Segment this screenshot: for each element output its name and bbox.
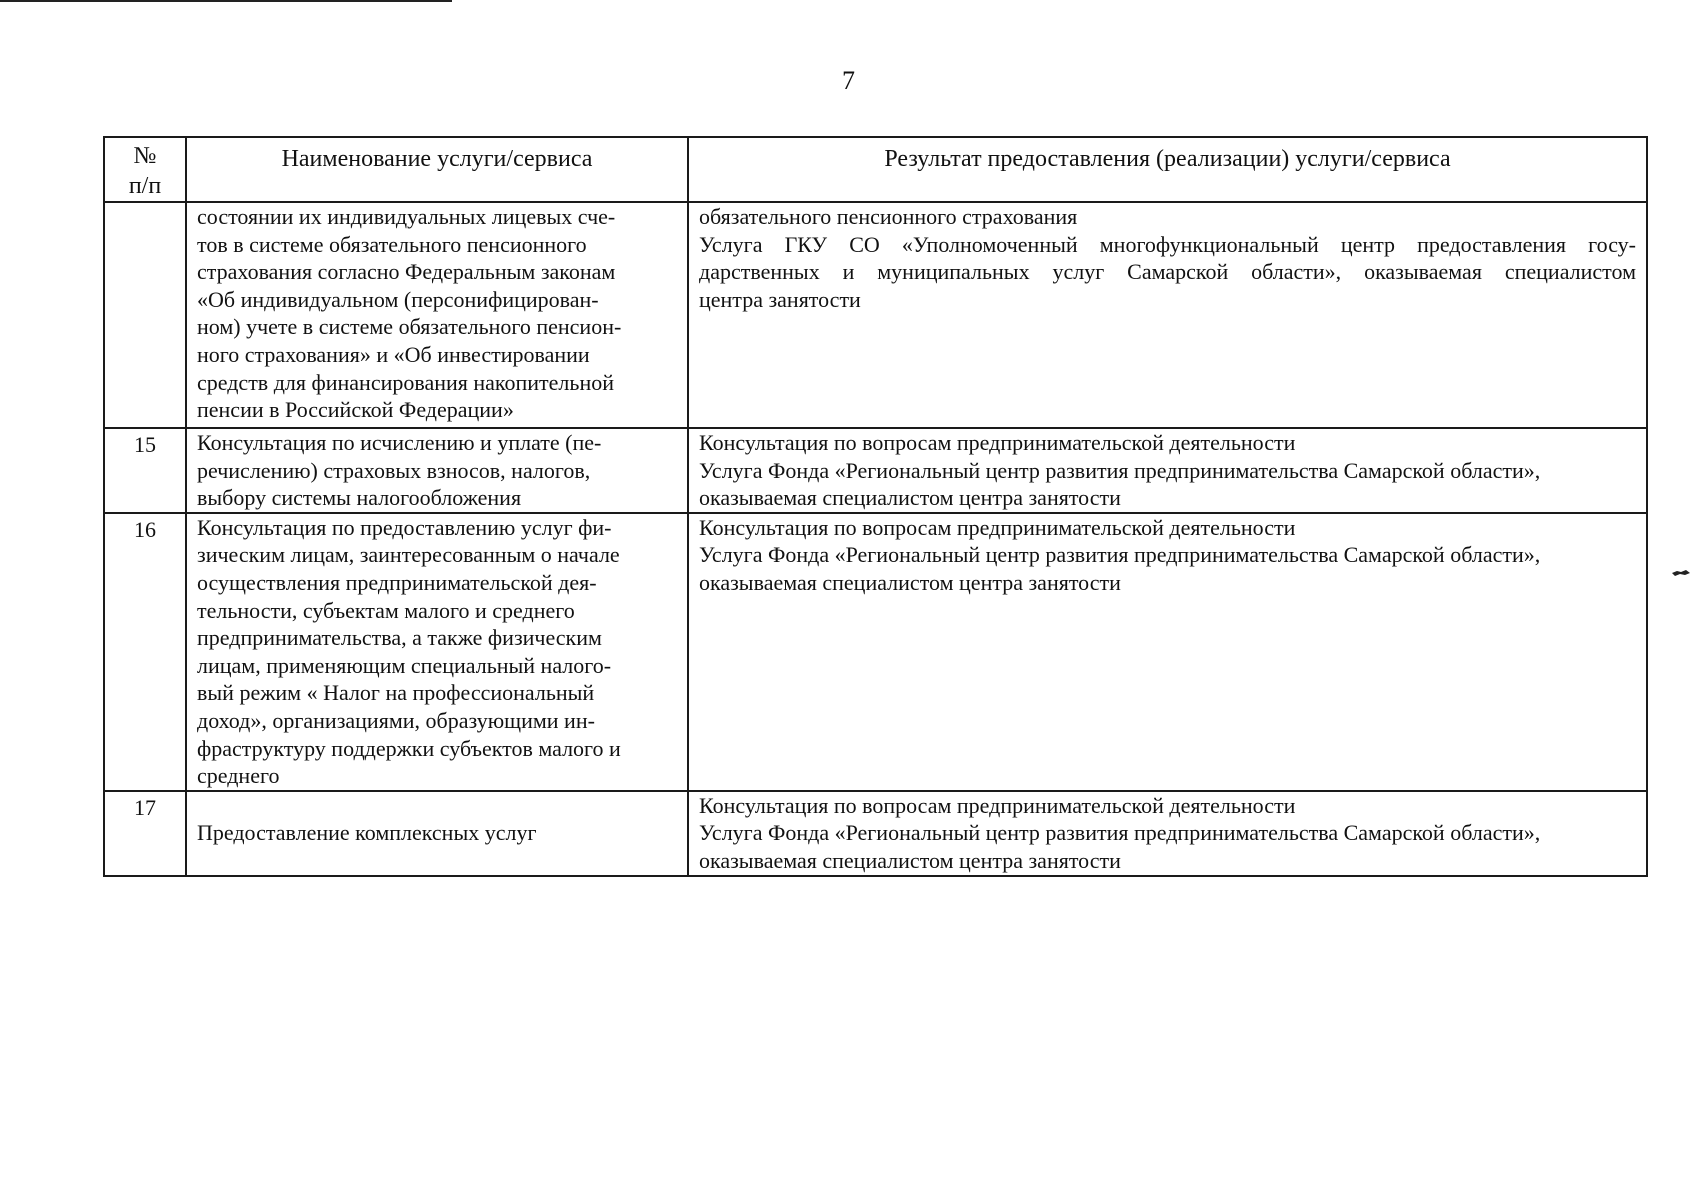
service-name-line: ном) учете в системе обязательного пенсион- bbox=[197, 314, 622, 340]
service-name-line: страхования согласно Федеральным законам bbox=[197, 259, 616, 285]
header-number bbox=[104, 137, 186, 202]
service-result-line: оказываемая специалистом центра занятости bbox=[699, 569, 1121, 595]
services-table bbox=[103, 136, 1648, 877]
service-name-line: тельности, субъектам малого и среднего bbox=[197, 597, 575, 623]
row-number: 15 bbox=[104, 428, 186, 513]
service-result-line: Консультация по вопросам предпринимательской деятельности bbox=[699, 430, 1296, 455]
service-result-cell bbox=[688, 513, 1647, 791]
header-number-line: № bbox=[133, 143, 157, 169]
service-result-line: Услуга Фонда «Региональный центр развития предпринимательства Самарской области», bbox=[699, 820, 1541, 846]
table-row bbox=[104, 791, 1647, 876]
service-result-cell bbox=[688, 791, 1647, 876]
header-number-line: п/п bbox=[128, 173, 162, 199]
service-result-line: Услуга ГКУ СО «Уполномоченный многофункциональный центр предоставления госу- bbox=[699, 231, 1636, 257]
service-result-cell bbox=[688, 202, 1647, 428]
service-name-line: пенсии в Российской Федерации» bbox=[197, 397, 514, 423]
service-name-line: речислению) страховых взносов, налогов, bbox=[197, 457, 591, 483]
service-name-line: доход», организациями, образующими ин- bbox=[197, 707, 595, 733]
table-header-row bbox=[104, 137, 1647, 202]
service-name-line: средств для финансирования накопительной bbox=[197, 369, 614, 395]
service-name-line: фраструктуру поддержки субъектов малого и bbox=[197, 735, 621, 761]
service-result-line: обязательного пенсионного страхования bbox=[699, 204, 1078, 229]
header-service-result: Результат предоставления (реализации) услуги/сервиса bbox=[688, 137, 1647, 202]
service-name-line: Консультация по исчислению и уплате (пе- bbox=[197, 430, 602, 455]
service-name-line: Консультация по предоставлению услуг фи- bbox=[197, 514, 612, 540]
service-name-line: «Об индивидуальном (персонифицирован- bbox=[197, 286, 599, 312]
scan-edge-line bbox=[0, 0, 452, 2]
service-result-line: Консультация по вопросам предпринимательской деятельности bbox=[699, 514, 1296, 540]
service-result-cell bbox=[688, 428, 1647, 513]
row-number: 16 bbox=[104, 513, 186, 791]
table-row bbox=[104, 513, 1647, 791]
service-result-line: Консультация по вопросам предпринимательской деятельности bbox=[699, 792, 1296, 818]
service-result-line: центра занятости bbox=[699, 286, 861, 312]
page-number: 7 bbox=[842, 66, 855, 95]
service-name-line: вый режим « Налог на профессиональный bbox=[197, 680, 595, 706]
service-name-cell bbox=[186, 428, 688, 513]
service-result-line: Услуга Фонда «Региональный центр развития предпринимательства Самарской области», bbox=[699, 542, 1541, 568]
table-row bbox=[104, 428, 1647, 513]
service-name-line: предпринимательства, а также физическим bbox=[197, 625, 602, 651]
service-name-cell bbox=[186, 791, 688, 876]
row-number: 17 bbox=[104, 791, 186, 876]
service-name-cell bbox=[186, 202, 688, 428]
service-result-line: Услуга Фонда «Региональный центр развития предпринимательства Самарской области», bbox=[699, 457, 1541, 483]
service-name-line: состоянии их индивидуальных лицевых сче- bbox=[197, 204, 616, 229]
row-number bbox=[104, 202, 186, 428]
service-result-line: оказываемая специалистом центра занятости bbox=[699, 847, 1121, 873]
service-name-line: выбору системы налогообложения bbox=[197, 485, 522, 511]
service-name-line: среднего bbox=[197, 763, 280, 789]
service-result-line: оказываемая специалистом центра занятости bbox=[699, 485, 1121, 511]
service-result-line: дарственных и муниципальных услуг Самарской области», оказываемая специалистом bbox=[699, 259, 1636, 285]
service-name-line: лицам, применяющим специальный налого- bbox=[197, 652, 612, 678]
header-service-name: Наименование услуги/сервиса bbox=[186, 137, 688, 202]
service-name-cell bbox=[186, 513, 688, 791]
service-name-line: тов в системе обязательного пенсионного bbox=[197, 231, 587, 257]
service-name-line: ного страхования» и «Об инвестировании bbox=[197, 341, 590, 367]
service-name-line: Предоставление комплексных услуг bbox=[197, 819, 537, 845]
service-name-line: осуществления предпринимательской дея- bbox=[197, 569, 597, 595]
service-name-line: зическим лицам, заинтересованным о начале bbox=[197, 542, 620, 568]
scan-ink-speck bbox=[1672, 568, 1690, 578]
table-row bbox=[104, 202, 1647, 428]
